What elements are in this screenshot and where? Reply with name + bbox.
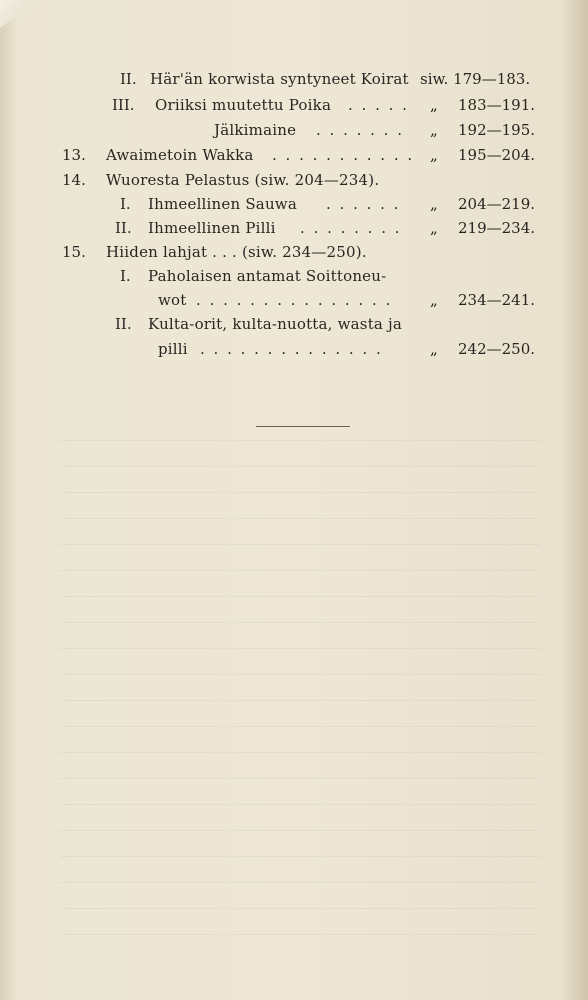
entry-number: 14.	[62, 171, 86, 189]
entry-title: pilli	[158, 340, 188, 358]
entry-number: II.	[115, 219, 132, 237]
entry-pages: 219—234.	[458, 219, 536, 237]
entry-pages: 183—191.	[458, 96, 536, 114]
folded-corner	[0, 0, 40, 28]
entry-title: Ihmeellinen Sauwa	[148, 195, 297, 213]
entry-title: Kulta-orit, kulta-nuotta, wasta ja	[148, 315, 403, 333]
entry-pages: 242—250.	[458, 340, 536, 358]
entry-title: Awaimetoin Wakka	[106, 146, 254, 164]
entry-leader: . . . . . . . . . . .	[272, 146, 415, 164]
entry-title: Paholaisen antamat Soittoneu-	[148, 267, 387, 285]
entry-ditto: „	[430, 146, 438, 164]
entry-title: Ihmeellinen Pilli	[148, 219, 276, 237]
entry-pages: 234—241.	[458, 291, 536, 309]
entry-number: I.	[120, 195, 131, 213]
entry-number: 13.	[62, 146, 86, 164]
entry-ditto: „	[430, 195, 438, 213]
entry-pages: 192—195.	[458, 121, 536, 139]
entry-ditto: „	[430, 121, 438, 139]
entry-title: Jälkimaine	[214, 121, 297, 139]
entry-number: II.	[115, 315, 132, 333]
entry-leader: . . . . . .	[326, 195, 401, 213]
entry-leader: . . . . . . . .	[300, 219, 402, 237]
entry-title: Wuoresta Pelastus (siw. 204—234).	[106, 171, 380, 189]
entry-leader: . . . . . . . . . . . . . .	[200, 340, 383, 358]
end-rule	[256, 426, 350, 427]
entry-title: Här'än korwista syntyneet Koirat	[150, 70, 409, 88]
entry-title: Hiiden lahjat . . . (siw. 234—250).	[106, 243, 367, 261]
entry-leader: . . . . . . . . . . . . . . .	[196, 291, 393, 309]
entry-title: wot	[158, 291, 187, 309]
entry-number: 15.	[62, 243, 86, 261]
entry-pages: 195—204.	[458, 146, 536, 164]
entry-title: Oriiksi muutettu Poika	[155, 96, 332, 114]
entry-ditto: „	[430, 340, 438, 358]
entry-pages: 204—219.	[458, 195, 536, 213]
entry-ditto: „	[430, 291, 438, 309]
entry-ditto: „	[430, 219, 438, 237]
show-through	[60, 440, 540, 940]
entry-pages: siw. 179—183.	[420, 70, 531, 88]
entry-leader: . . . . .	[348, 96, 409, 114]
entry-ditto: „	[430, 96, 438, 114]
entry-leader: . . . . . . .	[316, 121, 404, 139]
entry-number: I.	[120, 267, 131, 285]
entry-number: III.	[112, 96, 135, 114]
entry-number: II.	[120, 70, 137, 88]
